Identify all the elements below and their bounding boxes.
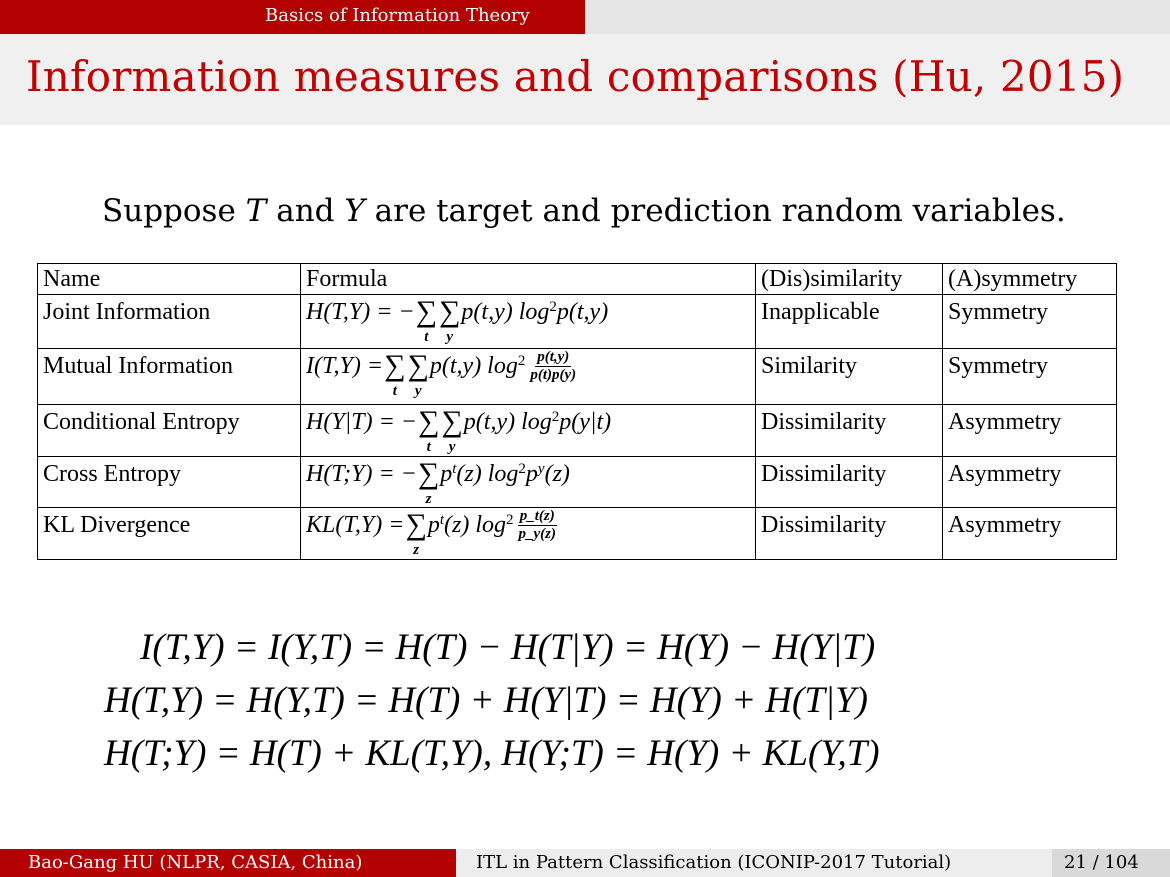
sum-symbol: ∑ z [417,457,440,507]
fraction [528,349,578,384]
footer-talk-title: ITL in Pattern Classification (ICONIP-2017 Tutorial) [456,849,1052,877]
fraction [517,508,559,543]
formula-body: p(t,y) log [463,409,552,435]
measure-similarity: Inapplicable [756,295,943,349]
sum-index: z [413,542,420,558]
sum-symbol: ∑ t [418,405,440,455]
measure-symmetry: Symmetry [943,295,1117,349]
intro-after: are target and prediction random variables. [364,193,1066,229]
table-row [38,295,1117,349]
footer-author: Bao-Gang HU (NLPR, CASIA, China) [0,849,456,877]
log-base: 2 [517,353,526,369]
fraction-denominator: p(t)p(y) [530,367,577,383]
intro-mid: and [266,193,345,229]
log-base: 2 [551,409,560,425]
measure-similarity: Similarity [756,349,943,405]
measure-name: KL Divergence [38,508,301,560]
measure-name: Joint Information [38,295,301,349]
page-number: 21 / 104 [1052,849,1170,877]
slide-title: Information measures and comparisons (Hu, 2015) [26,52,1125,101]
measure-formula [301,405,756,457]
measure-formula [301,349,756,405]
formula-lhs: KL(T,Y) = [306,512,405,538]
measure-formula [301,295,756,349]
formula-lhs: H(T;Y) = − [306,461,417,487]
formula-body: p [427,512,440,538]
log-base: 2 [518,461,526,477]
body-subscript: t [439,512,445,528]
sum-index: t [392,383,397,399]
table-header-row [38,264,1117,295]
measure-similarity: Dissimilarity [756,457,943,508]
measure-symmetry: Asymmetry [943,405,1117,457]
table-row [38,405,1117,457]
formula-body: p [440,461,453,487]
sum-index: z [425,491,432,507]
sum-symbol: ∑ t [384,349,406,399]
formula-lhs: H(T,Y) = − [306,299,415,325]
formula-body: p(t,y) log [461,299,550,325]
formula-body-2: (z) log [444,512,507,538]
table-row [38,508,1117,560]
sum-index: y [446,329,454,345]
formula-body: p(t,y) log [429,353,518,379]
equation-mutual-information: I(T,Y) = I(Y,T) = H(T) − H(T|Y) = H(Y) − H(Y|T) [140,627,876,668]
top-bar [0,0,1170,34]
measure-name: Cross Entropy [38,457,301,508]
sum-symbol: ∑ y [407,349,429,399]
equation-joint-information: H(T,Y) = H(Y,T) = H(T) + H(Y|T) = H(Y) + H(T|Y) [104,680,868,721]
sum-index: t [426,439,431,455]
header-formula: Formula [301,264,756,295]
log-base: 2 [506,512,514,528]
header-similarity: (Dis)similarity [756,264,943,295]
tail-subscript: y [537,461,545,477]
measure-name: Conditional Entropy [38,405,301,457]
measure-similarity: Dissimilarity [756,405,943,457]
formula-lhs: H(Y|T) = − [306,409,417,435]
formula-body-2: (z) log [456,461,519,487]
table-row [38,457,1117,508]
table-row [38,349,1117,405]
intro-sentence [102,193,1066,229]
sum-index: t [424,329,429,345]
sum-index: y [414,383,422,399]
intro-var-y: Y [344,193,365,229]
measure-formula [301,457,756,508]
intro-before: Suppose [102,193,246,229]
fraction-denominator: p_y(z) [518,526,557,542]
formula-tail: p(t,y) [556,299,609,325]
sum-symbol: ∑ z [405,508,427,558]
header-symmetry: (A)symmetry [943,264,1117,295]
measure-formula [301,508,756,560]
sum-symbol: ∑ y [439,295,461,345]
equation-cross-entropy: H(T;Y) = H(T) + KL(T,Y), H(Y;T) = H(Y) + KL(Y,T) [104,733,880,774]
fraction-numerator: p(t,y) [537,349,570,365]
sum-symbol: ∑ y [441,405,463,455]
log-base: 2 [549,299,557,315]
formula-tail-2: (z) [544,461,570,487]
fraction-numerator: p_t(z) [519,508,555,524]
measure-symmetry: Symmetry [943,349,1117,405]
formula-tail: p(y|t) [559,409,612,435]
sum-index: y [448,439,456,455]
measure-symmetry: Asymmetry [943,508,1117,560]
header-name: Name [38,264,301,295]
sum-symbol: ∑ t [415,295,438,345]
measure-name: Mutual Information [38,349,301,405]
intro-var-t: T [245,193,267,229]
measure-similarity: Dissimilarity [756,508,943,560]
footer-bar [0,849,1170,877]
measure-symmetry: Asymmetry [943,457,1117,508]
formula-tail: p [525,461,538,487]
section-label: Basics of Information Theory [0,0,585,34]
formula-lhs: I(T,Y) = [306,353,384,379]
body-subscript: t [452,461,457,477]
measures-table [37,263,1117,560]
